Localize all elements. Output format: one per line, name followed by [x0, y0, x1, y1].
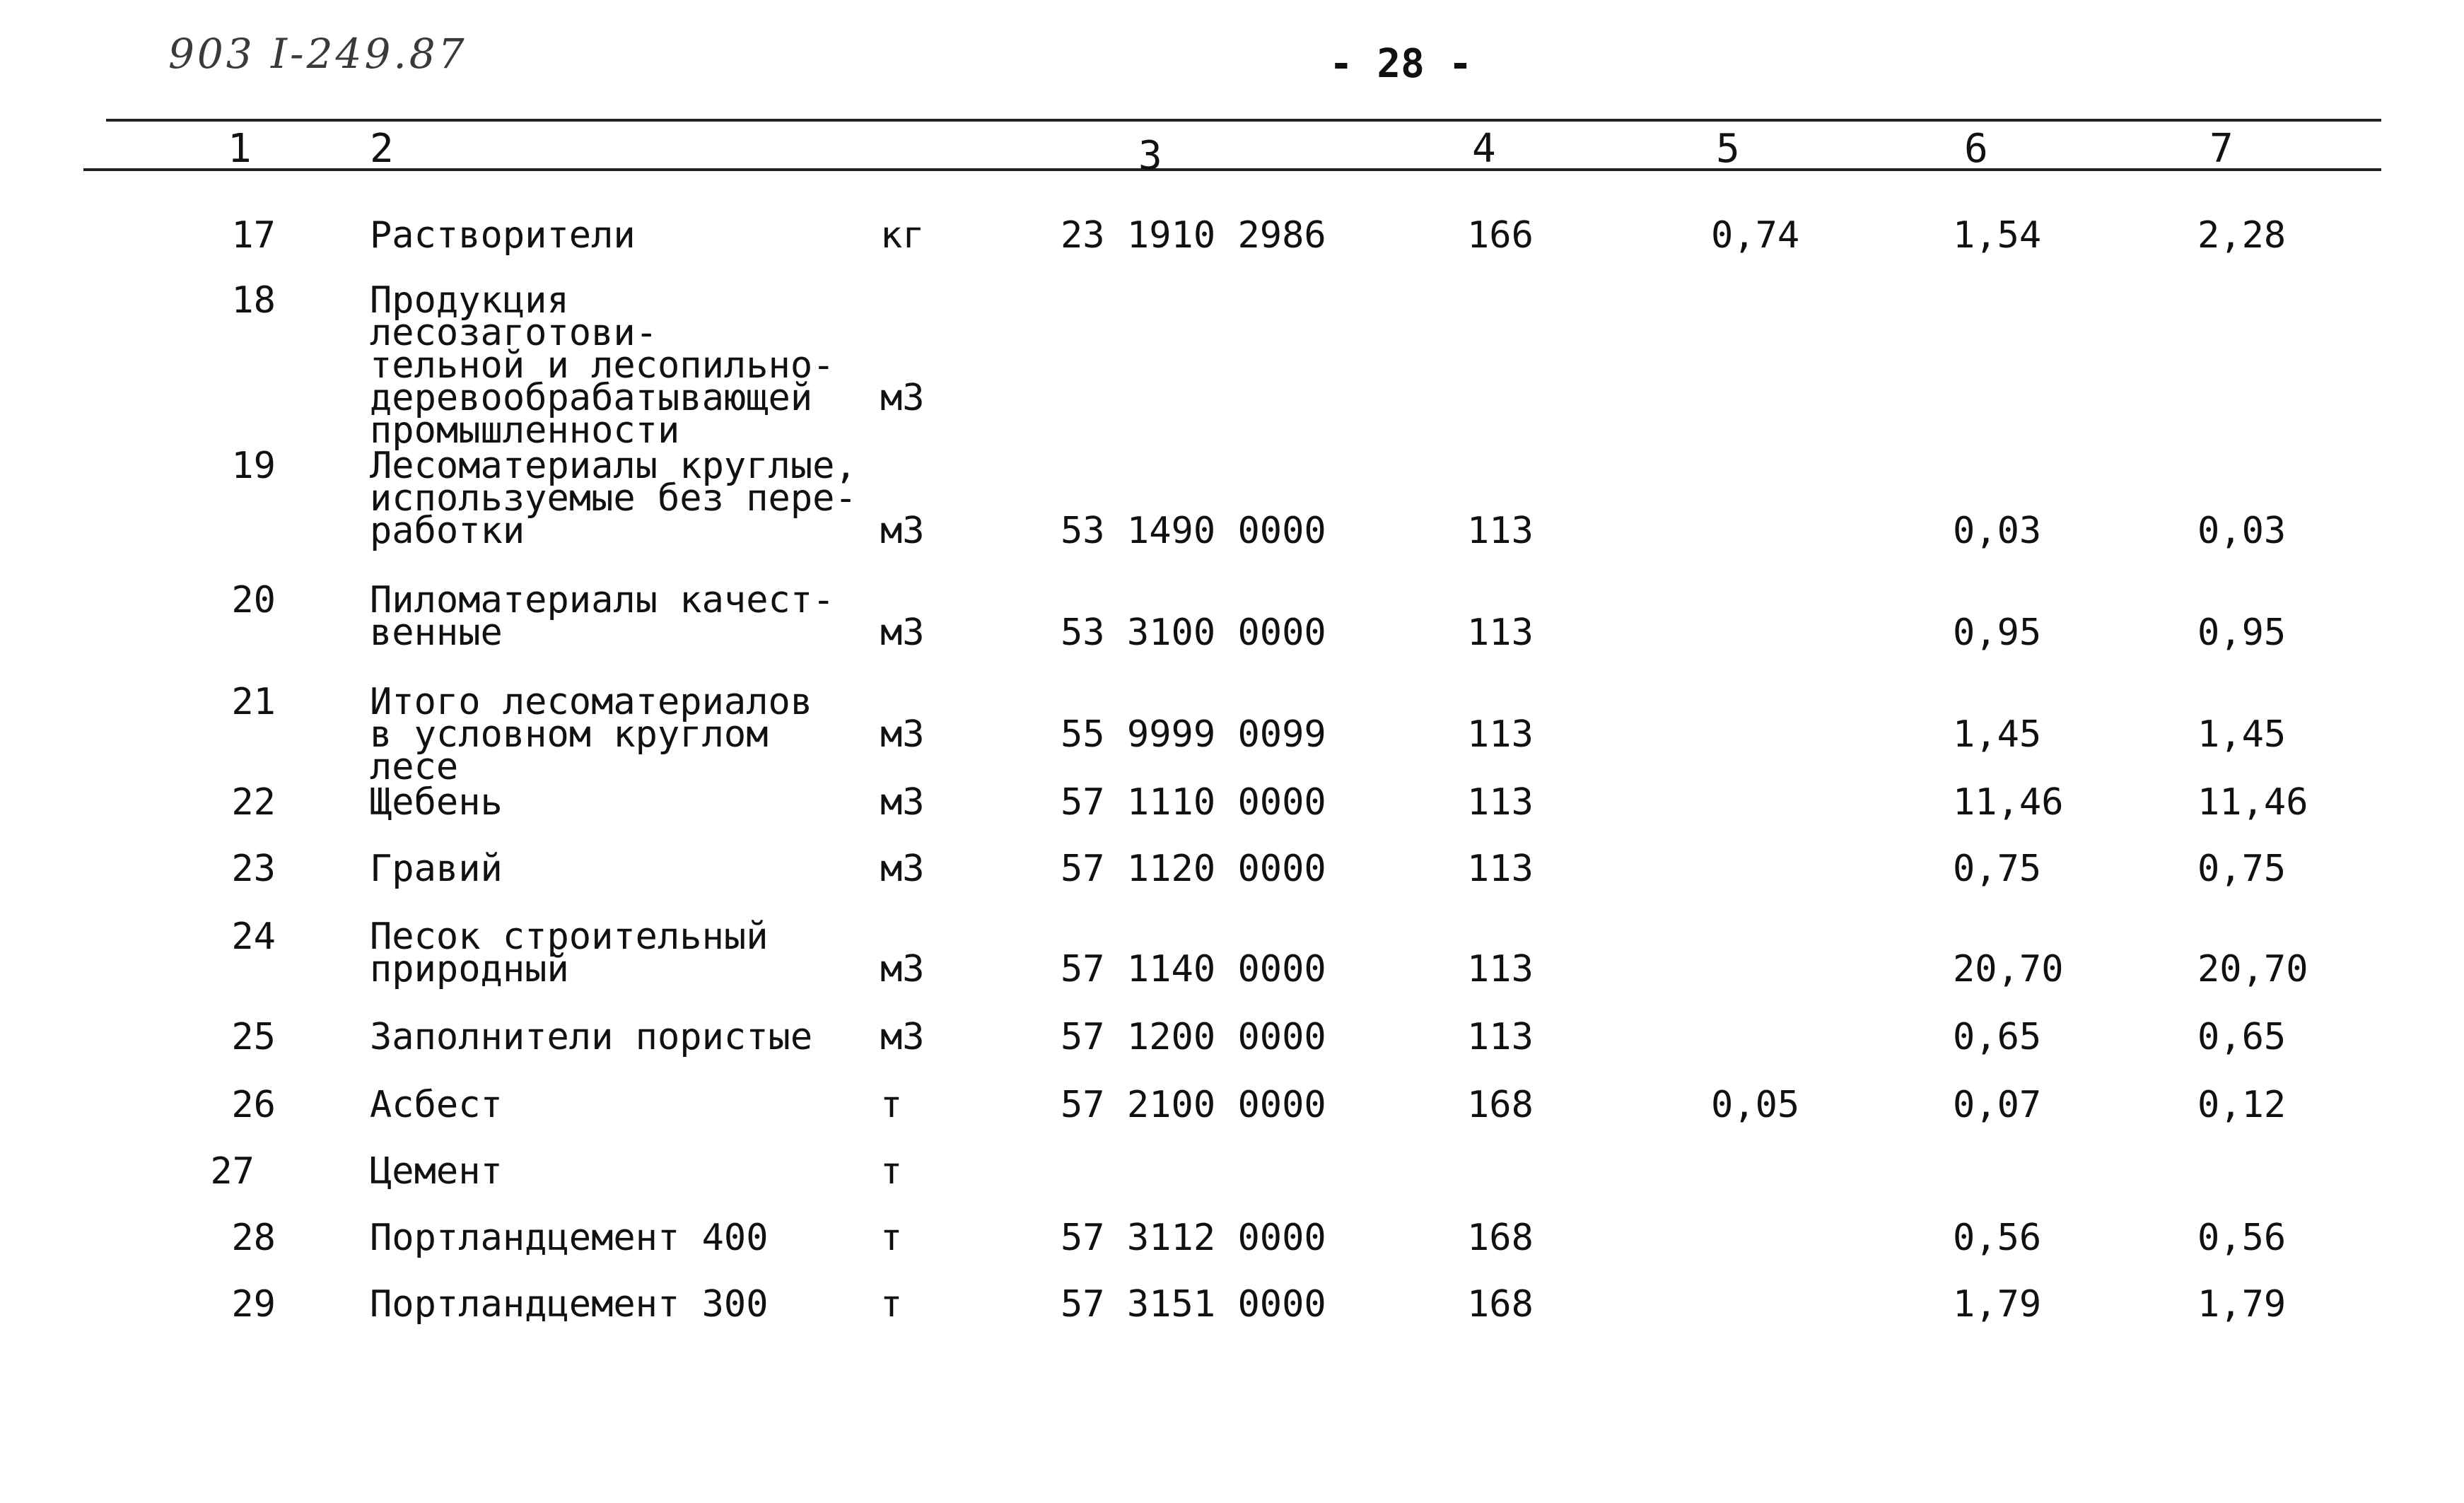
col7-value: 0,56 [2197, 1217, 2287, 1259]
unit: т [880, 1283, 903, 1326]
row-number: 27 [210, 1150, 255, 1193]
col6-value: 1,54 [1953, 214, 2042, 257]
col7-value: 2,28 [2197, 214, 2287, 257]
item-name: Растворители [370, 214, 636, 257]
item-name: Продукция лесозаготови- тельной и лесопильно- деревообрабатывающей промышленности [370, 279, 835, 452]
item-name: Щебень [370, 781, 503, 824]
col7-value: 0,75 [2197, 848, 2287, 890]
col7-value: 0,12 [2197, 1084, 2287, 1126]
product-code: 57 1200 0000 [1061, 1016, 1326, 1058]
row-number: 22 [231, 781, 276, 824]
unit: т [880, 1150, 903, 1193]
col5-value: 0,05 [1711, 1084, 1800, 1126]
product-code: 55 9999 0099 [1061, 713, 1326, 756]
unit: т [880, 1217, 903, 1259]
column-header-6: 6 [1964, 126, 1988, 172]
col4-value: 113 [1467, 781, 1534, 824]
column-header-1: 1 [228, 126, 252, 172]
col7-value: 11,46 [2197, 781, 2308, 824]
col7-value: 0,95 [2197, 612, 2287, 654]
col4-value: 113 [1467, 713, 1534, 756]
item-name: Итого лесоматериалов в условном круглом лесе [370, 681, 813, 788]
col7-value: 1,79 [2197, 1283, 2287, 1326]
item-name: Лесоматериалы круглые, используемые без пере- работки [370, 445, 857, 552]
col6-value: 0,07 [1953, 1084, 2042, 1126]
unit: м3 [880, 510, 925, 552]
unit: кг [880, 214, 925, 257]
document-code: 903 I-249.87 [168, 30, 467, 78]
column-header-7: 7 [2209, 126, 2234, 172]
product-code: 53 1490 0000 [1061, 510, 1326, 552]
row-number: 23 [231, 848, 276, 890]
product-code: 57 1120 0000 [1061, 848, 1326, 890]
col4-value: 113 [1467, 510, 1534, 552]
col4-value: 168 [1467, 1283, 1534, 1326]
col4-value: 113 [1467, 948, 1534, 990]
unit: м3 [880, 1016, 925, 1058]
product-code: 57 3112 0000 [1061, 1217, 1326, 1259]
row-number: 21 [231, 681, 276, 723]
col4-value: 113 [1467, 848, 1534, 890]
product-code: 57 2100 0000 [1061, 1084, 1326, 1126]
col4-value: 168 [1467, 1217, 1534, 1259]
product-code: 57 1140 0000 [1061, 948, 1326, 990]
item-name: Пиломатериалы качест- венные [370, 579, 835, 654]
item-name: Портландцемент 300 [370, 1283, 769, 1326]
item-name: Песок строительный природный [370, 916, 769, 990]
row-number: 24 [231, 916, 276, 958]
product-code: 23 1910 2986 [1061, 214, 1326, 257]
row-number: 19 [231, 445, 276, 487]
unit: м3 [880, 612, 925, 654]
header-top-rule [106, 119, 2381, 122]
page-number: - 28 - [1329, 41, 1473, 87]
col7-value: 1,45 [2197, 713, 2287, 756]
unit: м3 [880, 848, 925, 890]
unit: м3 [880, 781, 925, 824]
row-number: 29 [231, 1283, 276, 1326]
col4-value: 168 [1467, 1084, 1534, 1126]
item-name: Гравий [370, 848, 503, 890]
col7-value: 0,03 [2197, 510, 2287, 552]
column-header-2: 2 [370, 126, 394, 172]
column-header-3: 3 [1138, 133, 1162, 179]
col6-value: 0,75 [1953, 848, 2042, 890]
item-name: Портландцемент 400 [370, 1217, 769, 1259]
column-header-5: 5 [1716, 126, 1740, 172]
row-number: 25 [231, 1016, 276, 1058]
col6-value: 11,46 [1953, 781, 2064, 824]
unit: м3 [880, 377, 925, 419]
unit: м3 [880, 948, 925, 990]
col4-value: 113 [1467, 1016, 1534, 1058]
col6-value: 0,65 [1953, 1016, 2042, 1058]
unit: м3 [880, 713, 925, 756]
col4-value: 113 [1467, 612, 1534, 654]
col6-value: 20,70 [1953, 948, 2064, 990]
col7-value: 0,65 [2197, 1016, 2287, 1058]
col4-value: 166 [1467, 214, 1534, 257]
product-code: 57 1110 0000 [1061, 781, 1326, 824]
row-number: 26 [231, 1084, 276, 1126]
col5-value: 0,74 [1711, 214, 1800, 257]
item-name: Заполнители пористые [370, 1016, 813, 1058]
row-number: 28 [231, 1217, 276, 1259]
column-header-4: 4 [1472, 126, 1496, 172]
col6-value: 1,45 [1953, 713, 2042, 756]
col6-value: 0,56 [1953, 1217, 2042, 1259]
header-bottom-rule [83, 168, 2381, 171]
unit: т [880, 1084, 903, 1126]
col7-value: 20,70 [2197, 948, 2308, 990]
col6-value: 0,03 [1953, 510, 2042, 552]
row-number: 17 [231, 214, 276, 257]
col6-value: 1,79 [1953, 1283, 2042, 1326]
product-code: 53 3100 0000 [1061, 612, 1326, 654]
col6-value: 0,95 [1953, 612, 2042, 654]
product-code: 57 3151 0000 [1061, 1283, 1326, 1326]
row-number: 20 [231, 579, 276, 621]
row-number: 18 [231, 279, 276, 322]
item-name: Асбест [370, 1084, 503, 1126]
item-name: Цемент [370, 1150, 503, 1193]
